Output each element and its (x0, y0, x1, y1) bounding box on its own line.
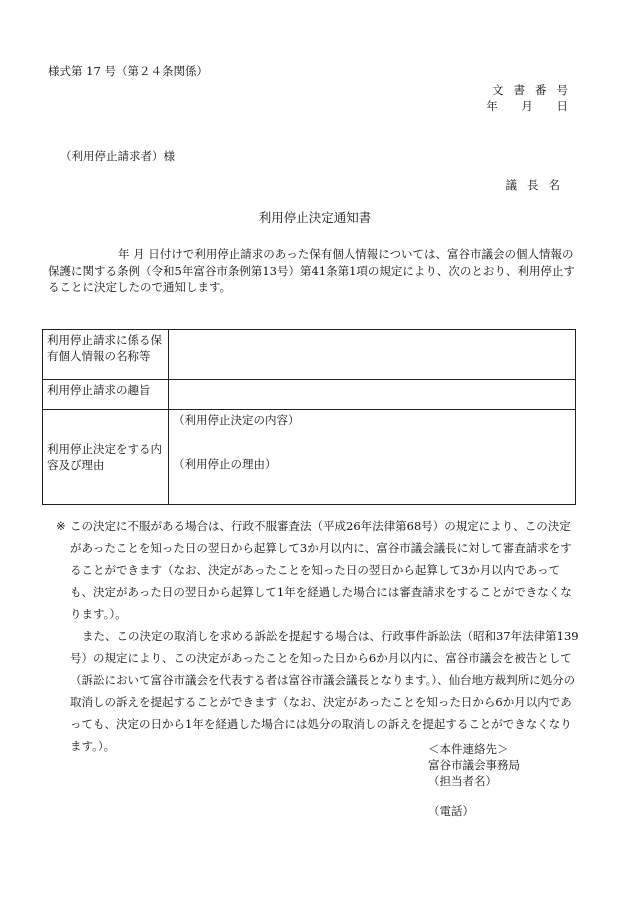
contact-heading: ＜本件連絡先＞ (428, 742, 509, 756)
row-label-information-name: 利用停止請求に係る保有個人情報の名称等 (43, 330, 169, 380)
contact-phone: （電話） (428, 804, 474, 818)
contact-person: （担当者名） (428, 774, 497, 788)
table-row (43, 330, 576, 380)
spacer (173, 428, 571, 456)
note-mark: ※ (56, 519, 66, 533)
info-table (42, 329, 576, 505)
contact-block (428, 741, 520, 819)
sender-chair-name: 議長名 (505, 178, 570, 192)
row-value-decision-content (169, 410, 576, 505)
contact-office: 富谷市議会事務局 (428, 758, 520, 772)
body-paragraph: 年 月 日付けで利用停止請求のあった保有個人情報については、富谷市議会の個人情報の保護に関する条例（令和5年富谷市条例第13号）第41条第1項の規定により、次のとおり、利用停止することに決定したので通知します。 (48, 247, 575, 294)
note-paragraph-review: この決定に不服がある場合は、行政不服審査法（平成26年法律第68号）の規定により、この決定があったことを知った日の翌日から起算して3か月以内に、富谷市議会議長に対して審査請求をすることができます（なお、決定があったことを知った日の翌日から起算して3か月以内であっても、決定があった日の翌日から起算して1年を経過した場合には審査請求をすることができなくなります。）。 (70, 519, 572, 621)
document-date: 年 月 日 (486, 99, 578, 113)
table-row (43, 380, 576, 410)
note-paragraph-lawsuit: また、この決定の取消しを求める訴訟を提起する場合は、行政事件訴訟法（昭和37年法律第139号）の規定により、この決定があったことを知った日から6か月以内に、富谷市議会を被告として（訴訟において富谷市議会を代表する者は富谷市議会議長となります。）、仙台地方裁判所に処分の取消しの訴えを提起することができます（なお、決定があったことを知った日から6か月以内であっても、決定の日から1年を経過した場合には処分の取消しの訴えを提起することができなくなります。）。 (70, 629, 579, 753)
row-label-request-purpose: 利用停止請求の趣旨 (43, 380, 169, 410)
row-value-information-name (169, 330, 576, 380)
document-number: 文書番号 (492, 83, 578, 97)
table-row (43, 410, 576, 505)
decision-content-label: （利用停止決定の内容） (173, 413, 300, 427)
decision-reason-label: （利用停止の理由） (173, 457, 277, 471)
row-label-decision-content: 利用停止決定をする内容及び理由 (43, 410, 169, 505)
row-value-request-purpose (169, 380, 576, 410)
appeal-note (56, 515, 580, 757)
addressee: （利用停止請求者）様 (60, 149, 175, 163)
form-number-label: 様式第 17 号（第２４条関係） (48, 64, 208, 78)
page-title: 利用停止決定通知書 (258, 210, 372, 225)
